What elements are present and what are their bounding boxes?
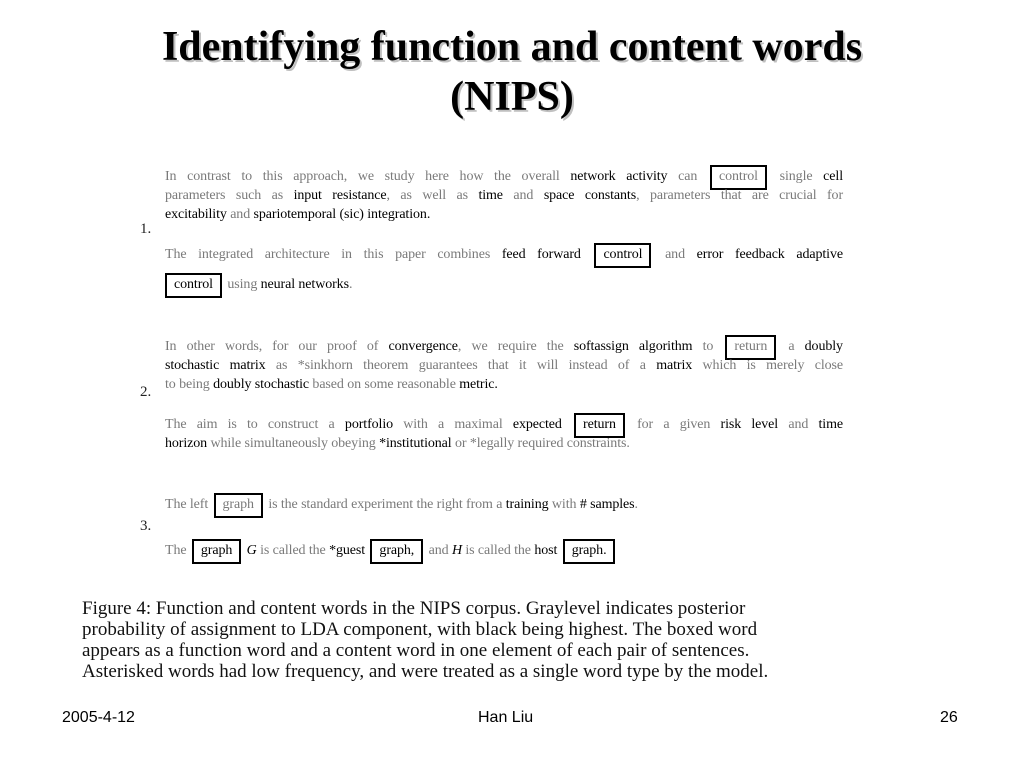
boxed-word: control — [710, 165, 767, 190]
sentence-3-line-2: stochastic matrix as *sinkhorn theorem guarantees that it will instead of a matrix which is merely close — [165, 358, 844, 373]
boxed-word: graph, — [370, 539, 423, 564]
sentence-1-line-2: parameters such as input resistance, as well as time and space constants, parameters that are crucial for — [165, 188, 844, 203]
boxed-word: graph — [192, 539, 241, 564]
item-number-3: 3. — [140, 518, 152, 534]
slide-title-line2: (NIPS) — [450, 74, 574, 120]
footer-date: 2005-4-12 — [62, 709, 135, 726]
boxed-word: control — [165, 273, 222, 298]
caption-line-1: Figure 4: Function and content words in the NIPS corpus. Graylevel indicates posterior — [82, 598, 746, 619]
boxed-word: graph. — [563, 539, 616, 564]
caption-line-4: Asterisked words had low frequency, and were treated as a single word type by the model. — [82, 661, 769, 682]
slide-title — [0, 22, 1024, 122]
figure-caption — [82, 598, 924, 682]
boxed-word: control — [594, 243, 651, 268]
boxed-word: return — [725, 335, 776, 360]
sentence-3-line-3: to being doubly stochastic based on some reasonable metric. — [165, 377, 498, 392]
boxed-word: graph — [214, 493, 263, 518]
boxed-word: return — [574, 413, 625, 438]
sentence-2-line-1: The integrated architecture in this paper combines feed forward control and error feedback adaptive — [165, 243, 843, 268]
sentence-1-line-1: In contrast to this approach, we study here how the overall network activity can control single cell — [165, 165, 843, 190]
item-number-2: 2. — [140, 384, 152, 400]
sentence-6-line-1: The graph G is called the *guest graph, and H is called the host graph. — [165, 539, 843, 564]
caption-line-3: appears as a function word and a content word in one element of each pair of sentences. — [82, 640, 750, 661]
slide-title-line1: Identifying function and content words — [161, 24, 863, 70]
footer-page-number: 26 — [940, 709, 958, 726]
sentence-3-line-1: In other words, for our proof of convergence, we require the softassign algorithm to return a doubly — [165, 335, 843, 360]
sentence-4-line-1: The aim is to construct a portfolio with a maximal expected return for a given risk level and time — [165, 413, 843, 438]
footer-author: Han Liu — [478, 709, 534, 726]
sentence-5-line-1: The left graph is the standard experiment the right from a training with # samples. — [165, 493, 843, 518]
caption-line-2: probability of assignment to LDA component, with black being highest. The boxed word — [82, 619, 758, 640]
sentence-2-line-2: control using neural networks. — [165, 273, 843, 298]
sentence-1-line-3: excitability and spariotemporal (sic) integration. — [165, 207, 431, 222]
item-number-1: 1. — [140, 221, 152, 237]
sentence-4-line-2: horizon while simultaneously obeying *institutional or *legally required constraints. — [165, 436, 630, 451]
